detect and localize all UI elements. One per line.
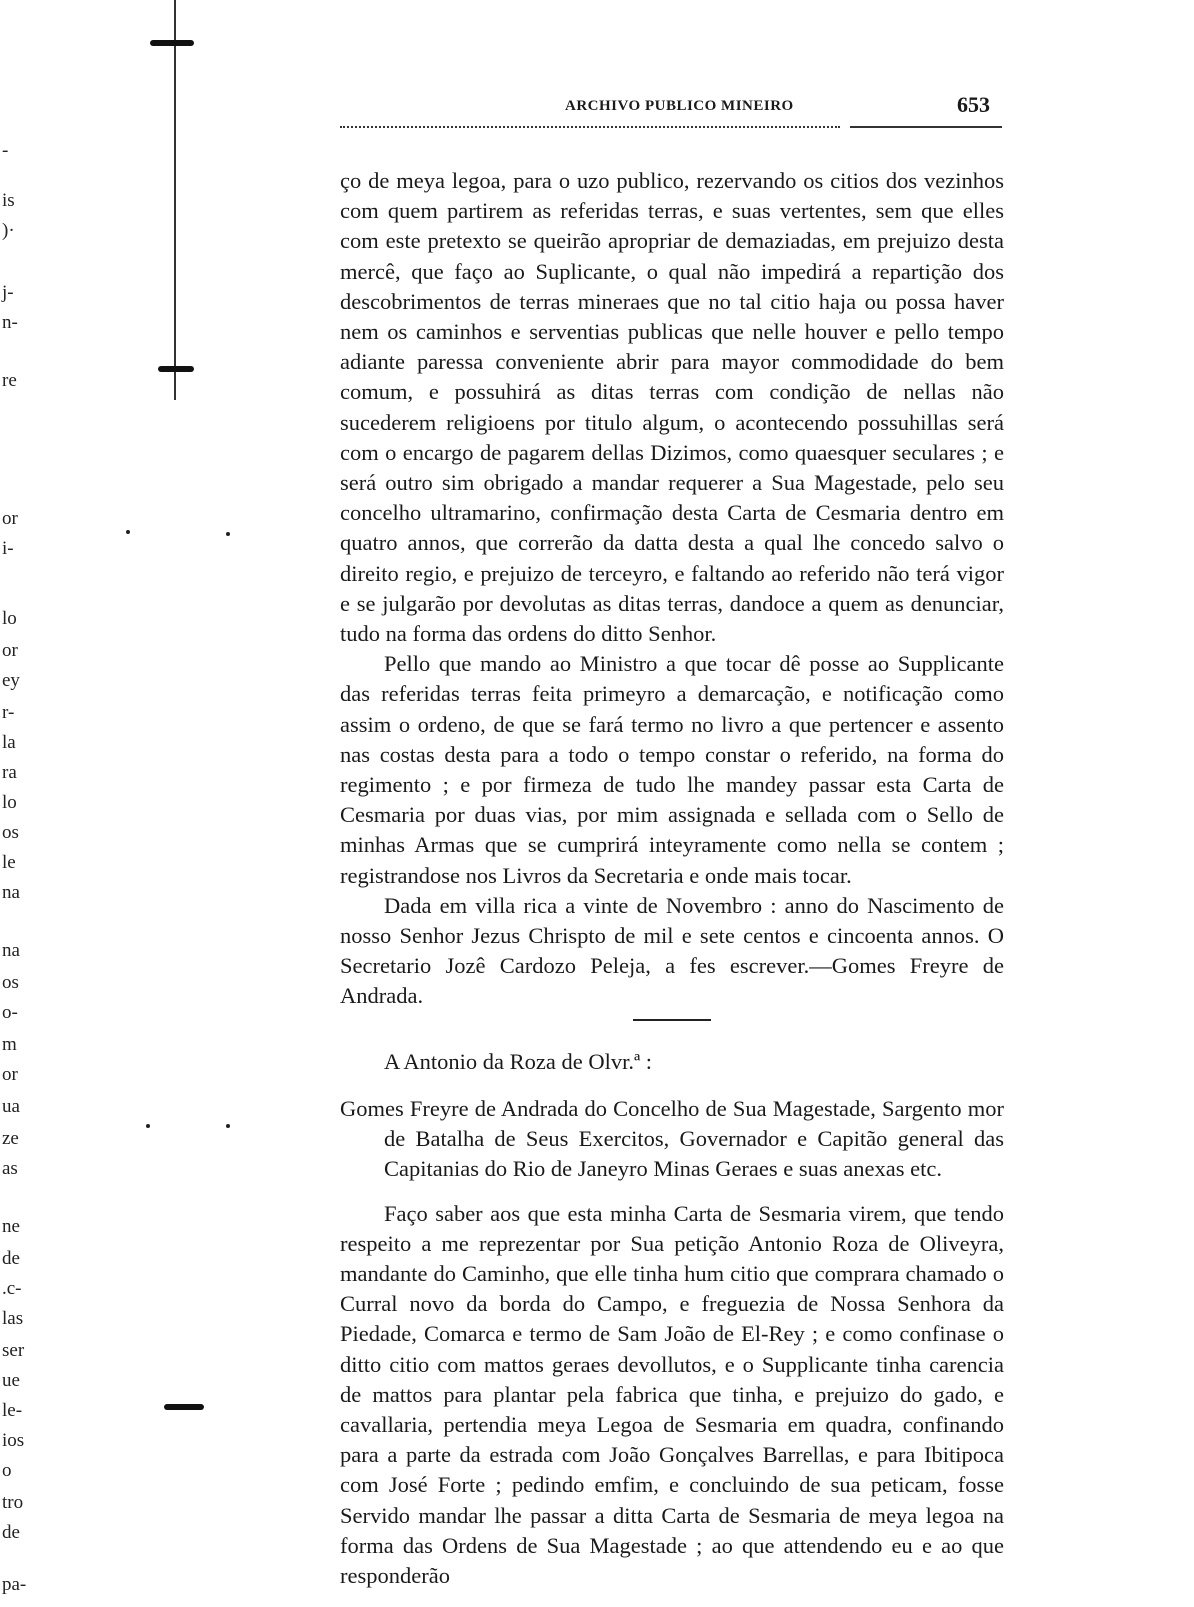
gutter-fragment: or: [2, 508, 18, 529]
binding-mark: [150, 40, 194, 46]
gutter-fragment: r-: [2, 702, 15, 723]
continuation-paragraph: ço de meya legoa, para o uzo publico, rezervando os citios dos vezinhos com quem partirem as referidas terras, e suas vertentes, sem que elles com este pretexto se queirão apropriar de demaziadas, em prejuizo desta mercê, que faço ao Suplicante, o qual não impedirá a repartição dos descobrimentos de terras mineraes que no tal citio haja ou possa haver nem os caminhos e serventias publicas que nelle houver e pello tempo adiante paressa conveniente abrir para mayor commodidade do bem comum, e possuhirá as ditas terras com condição de nellas não sucederem religioens por titulo algum, o acontecendo possuhillas será com o encargo de pagarem dellas Dizimos, como quaesquer seculares ; e será outro sim obrigado a mandar requerer a Sua Magestade, pelo seu concelho ultramarino, confirmação desta Carta de Cesmaria dentro em quatro annos, que correrão da datta desta a qual lhe concedo salvo o direito regio, e prejuizo de terceyro, e faltando ao referido não terá vigor e se julgarão por devolutas as ditas terras, dandoce a quem as denunciar, tudo na forma das ordens do ditto Senhor.: [340, 168, 1004, 647]
page-header: [340, 92, 1002, 122]
address-line: A Antonio da Roza de Olvr.ª :: [384, 1049, 653, 1074]
gutter-fragment: las: [2, 1308, 24, 1329]
gutter-fragment: lo: [2, 792, 17, 813]
gutter-fragment: ey: [2, 670, 20, 691]
print-speck: [126, 530, 130, 534]
gutter-fragment: os: [2, 822, 19, 843]
gutter-fragment: ne: [2, 1216, 20, 1237]
gutter-fragment: la: [2, 732, 16, 753]
gutter-fragment: ua: [2, 1096, 20, 1117]
page-number: 653: [957, 92, 990, 117]
gutter-fragment: ios: [2, 1430, 25, 1451]
header-rule: [850, 126, 1002, 128]
paragraph: Pello que mando ao Ministro a que tocar dê posse ao Supplicante das referidas terras feita primeyro a demarcação, e notificação como assim o ordeno, de que se fará termo no livro a que pertencer e assento nas costas desta para a todo o tempo constar o referido, na forma do regimento ; e por firmeza de tudo lhe mandey passar esta Carta de Cesmaria por duas vias, por mim assignada e sellada com o Sello de minhas Armas que se cumprirá inteyramente como nella se contem ; registrandose nos Livros da Secretaria e onde mais tocar.: [340, 651, 1004, 888]
gutter-fragment: os: [2, 972, 19, 993]
gutter-fragment: ra: [2, 762, 17, 783]
print-speck: [146, 1124, 150, 1128]
gutter-fragment: le: [2, 852, 16, 873]
facing-page-margin: [0, 0, 60, 1607]
gutter-fragment: )·: [2, 220, 15, 241]
main-text-lower: [340, 1094, 1004, 1591]
gutter-fragment: ze: [2, 1128, 19, 1149]
gutter-fragment: o: [2, 1460, 12, 1481]
gutter-fragment: pa-: [2, 1574, 27, 1595]
gutter-fragment: o-: [2, 1002, 18, 1023]
gutter-fragment: tro: [2, 1492, 24, 1513]
gutter-fragment: n-: [2, 312, 18, 333]
gutter-fragment: ue: [2, 1370, 20, 1391]
binding-mark: [164, 1404, 204, 1410]
gutter-fragment: i-: [2, 538, 14, 559]
paragraph: Faço saber aos que esta minha Carta de Sesmaria virem, que tendo respeito a me reprezentar por Sua petição Antonio Roza de Oliveyra, mandante do Caminho, que elle tinha hum citio que comprara chamado o Curral novo da borda do Campo, e freguezia de Nossa Senhora da Piedade, Comarca e termo de Sam João de El-Rey ; e como confinase o ditto citio com mattos geraes devollutos, e o Supplicante tinha carencia de mattos para plantar pela fabrica que tinha, e prejuizo do gado, e cavallaria, pertendia meya Legoa de Sesmaria em quadra, confinando para a parte da estrada com João Gonçalves Barrellas, e para Ibitipoca com José Forte ; pedindo emfim, e concluindo de sua peticam, fosse Servido mandar lhe passar a ditta Carta de Sesmaria de meya legoa na forma das Ordens de Sua Magestade ; ao que attendendo eu e ao que responderão: [340, 1200, 1004, 1589]
title-paragraph: Gomes Freyre de Andrada do Concelho de Sua Magestade, Sargento mor de Batalha de Seus Exercitos, Governador e Capitão general das Capitanias do Rio de Janeyro Minas Geraes e suas anexas etc.: [340, 1096, 1004, 1182]
gutter-fragment: na: [2, 882, 20, 903]
gutter-fragment: or: [2, 640, 18, 661]
running-head: ARCHIVO PUBLICO MINEIRO: [565, 98, 794, 114]
binding-line: [174, 0, 176, 400]
gutter-fragment: m: [2, 1034, 17, 1055]
gutter-fragment: is: [2, 190, 15, 211]
print-speck: [226, 532, 230, 536]
gutter-fragment: ser: [2, 1340, 25, 1361]
gutter-fragment: -: [2, 140, 9, 161]
gutter-fragment: as: [2, 1158, 18, 1179]
gutter-fragment: de: [2, 1248, 20, 1269]
gutter-fragment: .c-: [2, 1278, 22, 1299]
gutter-fragment: re: [2, 370, 17, 391]
gutter-fragment: de: [2, 1522, 20, 1543]
gutter-fragment: j-: [2, 282, 14, 303]
print-speck: [226, 1124, 230, 1128]
main-text-upper: [340, 166, 1004, 1012]
section-divider: [633, 1019, 711, 1021]
paragraph: Dada em villa rica a vinte de Novembro : anno do Nascimento de nosso Senhor Jezus Chrispto de mil e sete centos e cincoenta annos. O Secretario Jozê Cardozo Peleja, a fes escrever.—Gomes Freyre de Andrada.: [340, 892, 1004, 1009]
header-rule: [340, 126, 840, 128]
gutter-fragment: or: [2, 1064, 18, 1085]
gutter-fragment: le-: [2, 1400, 23, 1421]
binding-mark: [158, 366, 194, 372]
gutter-fragment: lo: [2, 608, 17, 629]
gutter-fragment: na: [2, 940, 20, 961]
